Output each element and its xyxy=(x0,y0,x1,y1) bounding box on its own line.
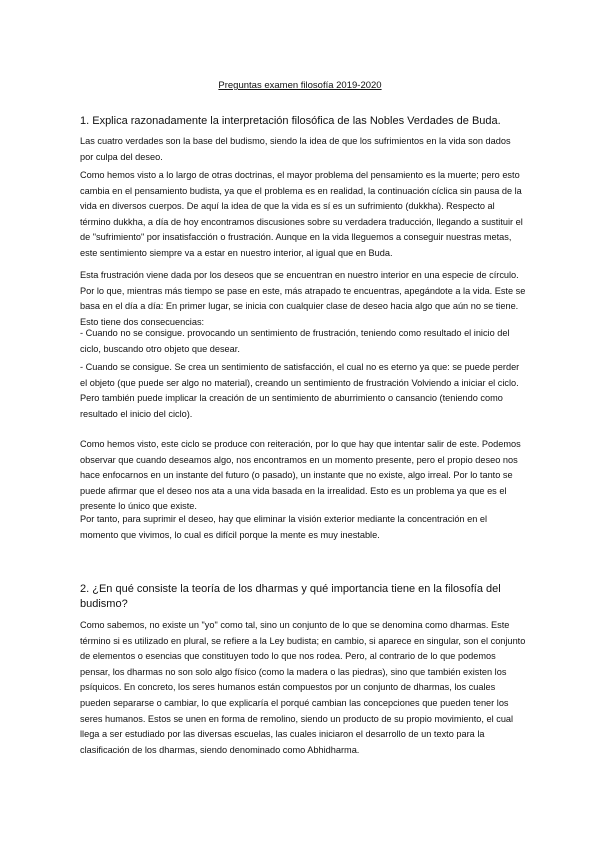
document-title: Preguntas examen filosofía 2019-2020 xyxy=(218,80,382,91)
q1-paragraph-2: Como hemos visto a lo largo de otras doctrinas, el mayor problema del pensamiento es la muerte; pero esto cambia en el pensamiento budista, ya que el problema es en realidad, la continuación cíclica sin pausa de la vida en diversos cuerpos. De aquí la idea de que la vida es sí es un sufrimiento (dukkha). Respecto al término dukkha, a día de hoy encontramos discusiones sobre su verdadera traducción, llegando a sustituir el de "sufrimiento" por insatisfacción o frustración. Aunque en la vida lleguemos a conseguir nuestras metas, este sentimiento siempre va a estar en nuestro interior, al igual que en Buda. xyxy=(80,170,523,258)
q1-bullet-1: - Cuando no se consigue. provocando un sentimiento de frustración, teniendo como resultado el inicio del ciclo, buscando otro objeto que desear. xyxy=(80,328,510,354)
question-1-heading: 1. Explica razonadamente la interpretación filosófica de las Nobles Verdades de Buda. xyxy=(80,115,501,127)
q2-paragraph-1: Como sabemos, no existe un "yo" como tal, sino un conjunto de lo que se denomina como dharmas. Este término si es utilizado en plural, se refiere a la Ley budista; en cambio, si aparece en singular, son el conjunto de elementos o esencias que constituyen todo lo que nos rodea. Pero, al contrario de lo que podemos pensar, los dharmas no son solo algo físico (como la madera o las piedras), sino que también existen los psíquicos. En concreto, los seres humanos están compuestos por un conjunto de dharmas, los cuales pueden separarse o cambiar, lo que explicaría el porqué cambian las concepciones que pueden tener los seres humanos. Estos se unen en forma de remolino, siendo un producto de su propio movimiento, el cual llega a ser estudiado por las diversas escuelas, las cuales iniciaron el desarrollo de un texto para la clasificación de los dharmas, siendo denominado como Abhidharma. xyxy=(80,620,526,755)
q1-paragraph-1: Las cuatro verdades son la base del budismo, siendo la idea de que los sufrimientos en la vida son dados por culpa del deseo. xyxy=(80,136,511,162)
q1-bullet-2: - Cuando se consigue. Se crea un sentimiento de satisfacción, el cual no es eterno ya que: se puede perder el objeto (que puede ser algo no material), creando un sentimiento de frustración Volviendo a iniciar el ciclo. Pero también puede implicar la creación de un sentimiento de aburrimiento o cansancio (teniendo como resultado el inicio del ciclo). xyxy=(80,362,520,419)
q1-paragraph-5: Por tanto, para suprimir el deseo, hay que eliminar la visión exterior mediante la concentración en el momento que vivimos, lo cual es difícil porque la mente es muy inestable. xyxy=(80,514,488,540)
q1-paragraph-4: Como hemos visto, este ciclo se produce con reiteración, por lo que hay que intentar salir de este. Podemos observar que cuando deseamos algo, nos encontramos en un momento presente, pero el propio deseo nos hace enfocarnos en un instante del futuro (o pasado), un instante que no existe, algo irreal. Por lo tanto se puede afirmar que el deseo nos ata a una vida basada en la irrealidad. Esto es un problema ya que es el presente lo único que existe. xyxy=(80,439,521,512)
q1-paragraph-3: Esta frustración viene dada por los deseos que se encuentran en nuestro interior en una especie de círculo. Por lo que, mientras más tiempo se pase en este, más atrapado te encuentras, apegándote a la vida. Este se basa en el día a día: En primer lugar, se inicia con cualquier clase de deseo hacia algo que aún no se tiene. Esto tiene dos consecuencias: xyxy=(80,270,526,327)
question-2-heading: 2. ¿En qué consiste la teoría de los dharmas y qué importancia tiene en la filosofía del budismo? xyxy=(80,583,501,610)
